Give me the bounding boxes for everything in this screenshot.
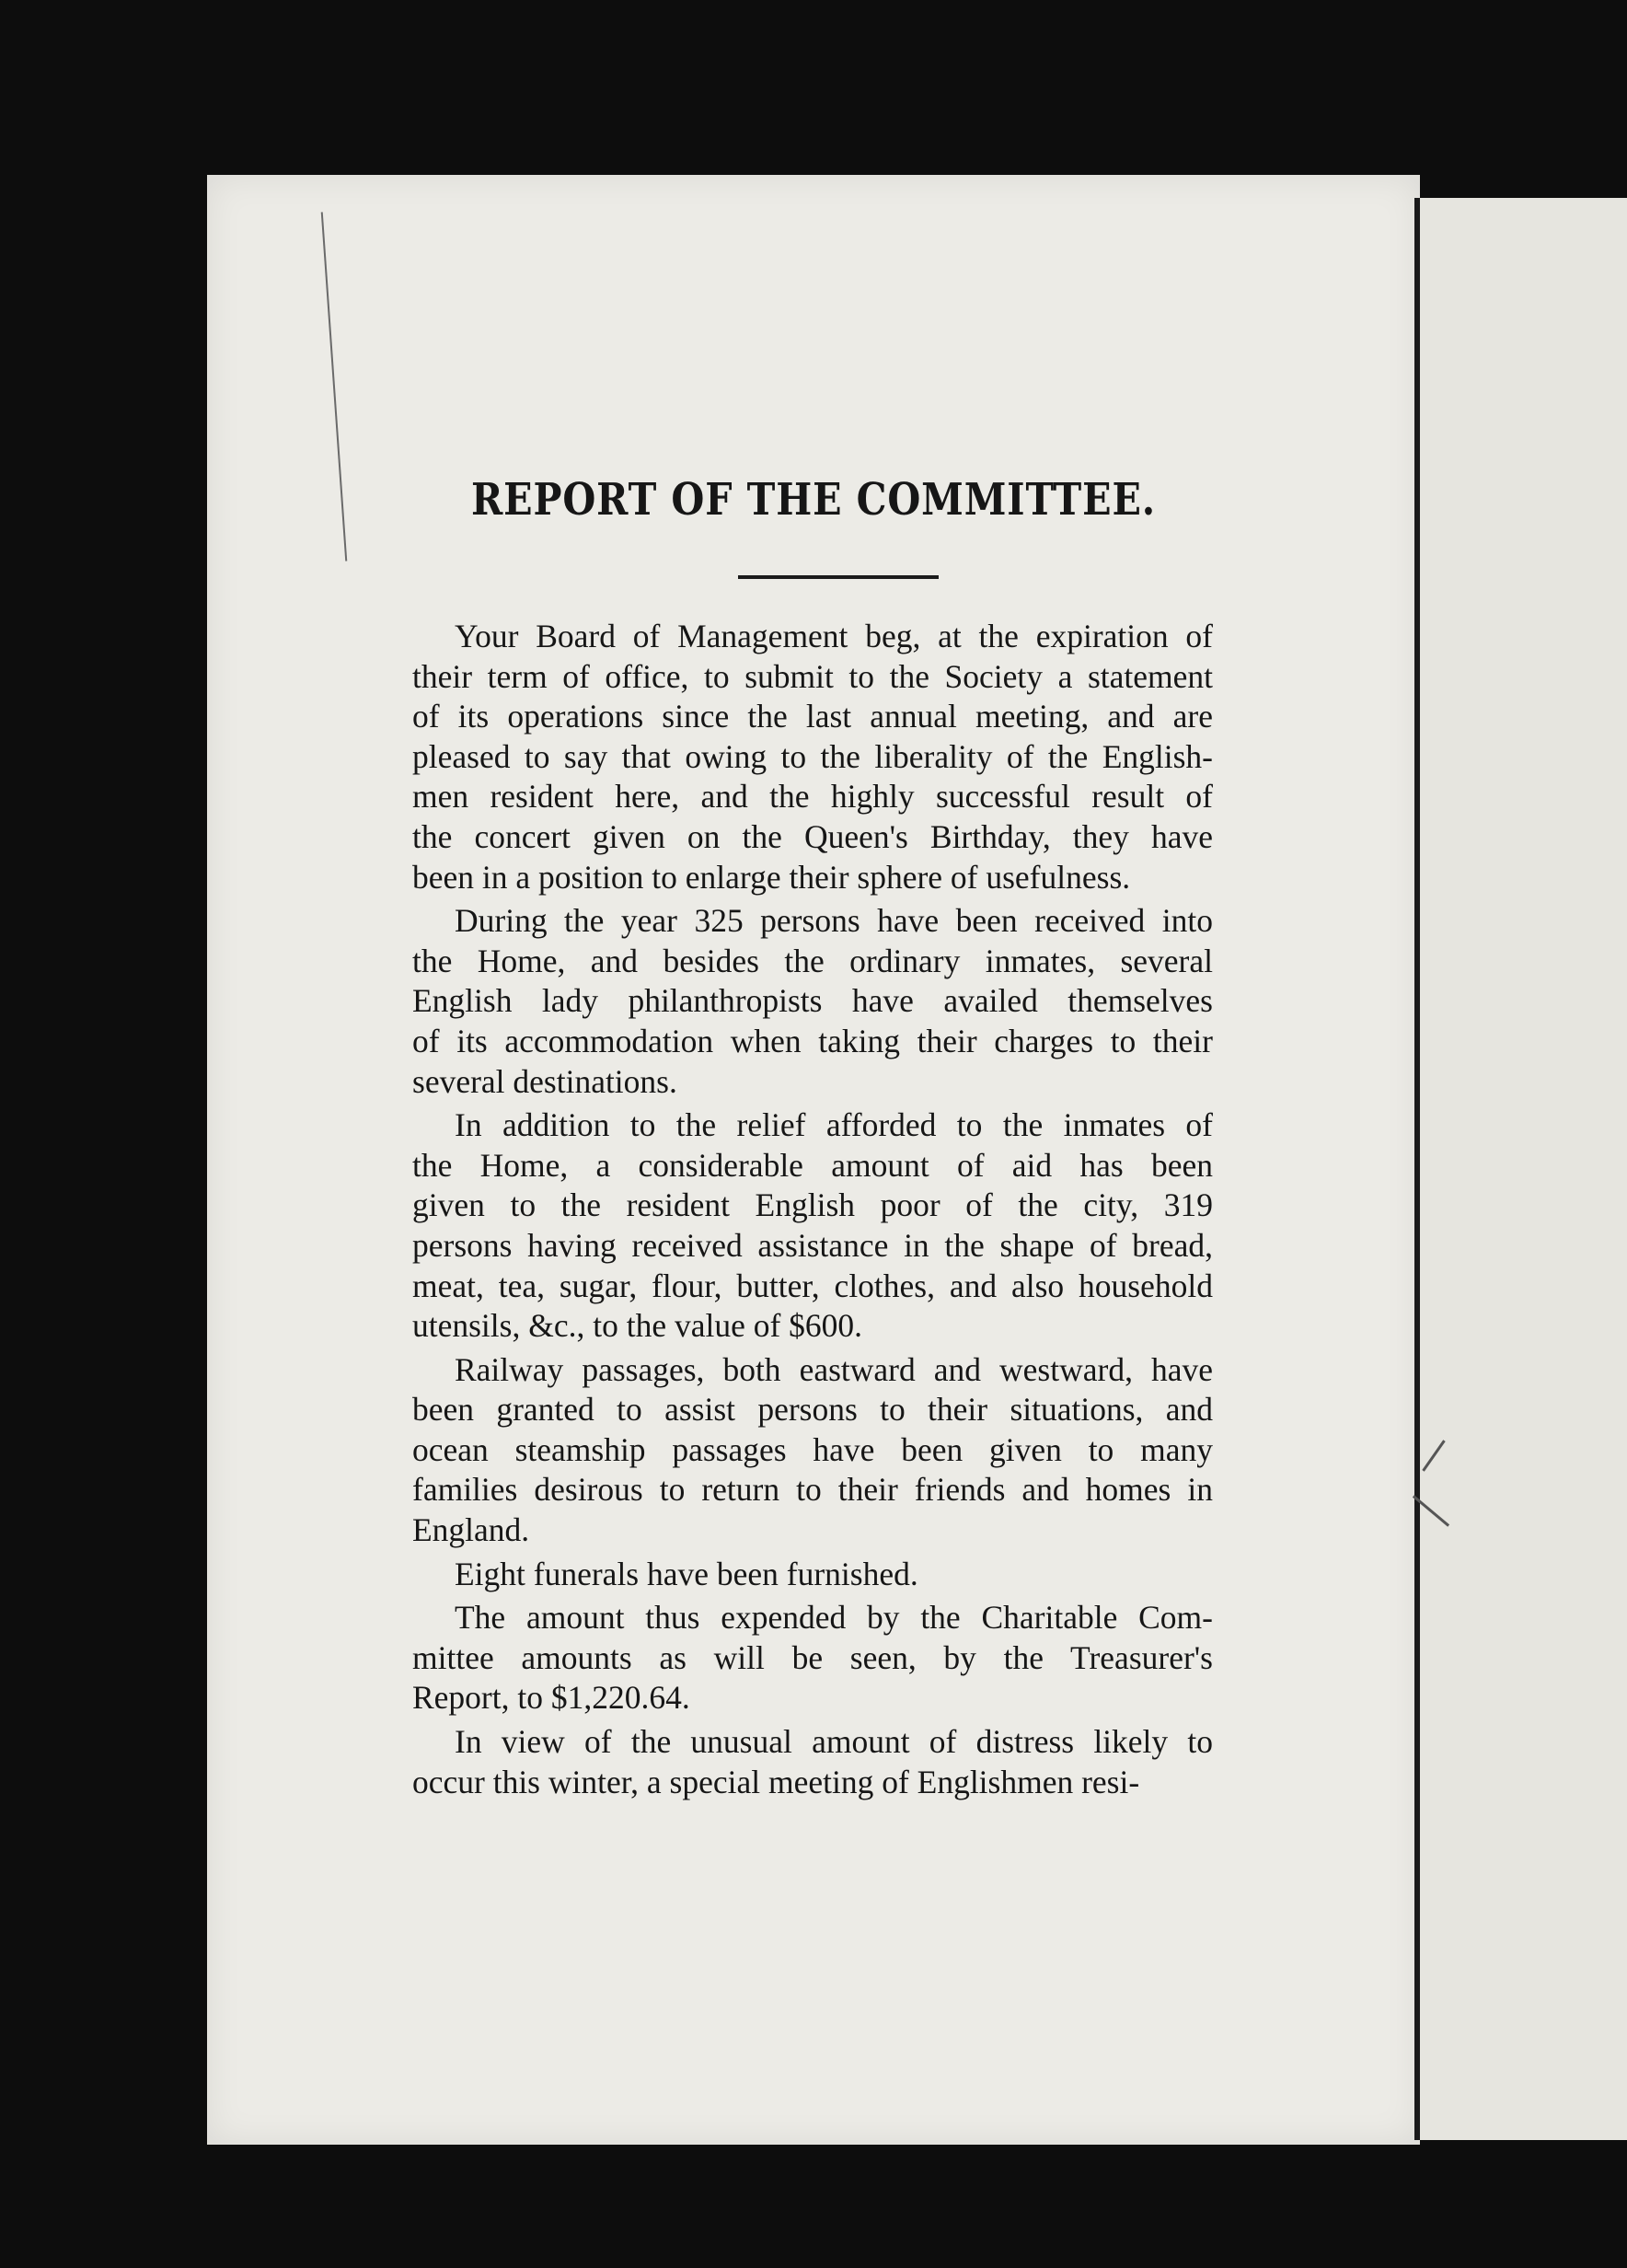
text-line: of its accommodation when taking their charges to their — [412, 1022, 1213, 1059]
paragraph — [412, 617, 1213, 897]
text-line: mittee amounts as will be seen, by the Treasurer's — [412, 1638, 1213, 1676]
text-line: The amount thus expended by the Charitable Com- — [455, 1599, 1213, 1637]
paragraph — [412, 1722, 1213, 1802]
page-title: REPORT OF THE COMMITTEE. — [470, 474, 1157, 526]
right-page-edge — [1420, 198, 1627, 2140]
text-line: England. — [412, 1511, 530, 1549]
paragraph — [412, 1350, 1213, 1551]
text-line: Railway passages, both eastward and westward, have — [455, 1350, 1213, 1388]
paragraph — [412, 1105, 1213, 1347]
text-line: pleased to say that owing to the liberality of the English- — [412, 737, 1213, 775]
text-line: the concert given on the Queen's Birthday, they have — [412, 817, 1213, 855]
text-line: families desirous to return to their friends and homes in — [412, 1471, 1213, 1509]
text-line: the Home, a considerable amount of aid has been — [412, 1146, 1213, 1184]
text-line: of its operations since the last annual meeting, and are — [412, 698, 1213, 735]
text-line: In view of the unusual amount of distress likely to — [455, 1723, 1213, 1761]
paragraph — [412, 1598, 1213, 1718]
body-text — [412, 617, 1213, 1806]
text-line: Your Board of Management beg, at the expiration of — [455, 618, 1213, 654]
text-line: their term of office, to submit to the Society a statement — [412, 657, 1213, 695]
text-line: In addition to the relief afforded to the inmates of — [455, 1106, 1213, 1144]
text-line: English lady philanthropists have availed themselves — [412, 982, 1213, 1020]
text-line: Report, to $1,220.64. — [412, 1679, 690, 1717]
text-line: the Home, and besides the ordinary inmates, several — [412, 942, 1213, 979]
text-line: occur this winter, a special meeting of Englishmen resi- — [412, 1763, 1140, 1800]
text-line: ocean steamship passages have been given to many — [412, 1430, 1213, 1468]
text-line: utensils, &c., to the value of $600. — [412, 1307, 863, 1345]
text-line: persons having received assistance in the shape of bread, — [412, 1226, 1213, 1264]
text-line: meat, tea, sugar, flour, butter, clothes, and also household — [412, 1267, 1213, 1304]
text-line: been granted to assist persons to their situations, and — [412, 1391, 1213, 1429]
text-line: Eight funerals have been furnished. — [455, 1555, 918, 1592]
title-rule — [738, 575, 939, 579]
text-line: men resident here, and the highly successful result of — [412, 778, 1213, 816]
paragraph — [412, 1555, 1213, 1595]
text-line: During the year 325 persons have been received into — [455, 902, 1213, 940]
text-line: given to the resident English poor of the city, 319 — [412, 1186, 1213, 1224]
paragraph — [412, 901, 1213, 1102]
text-line: several destinations. — [412, 1062, 677, 1100]
text-line: been in a position to enlarge their sphere of usefulness. — [412, 858, 1131, 896]
